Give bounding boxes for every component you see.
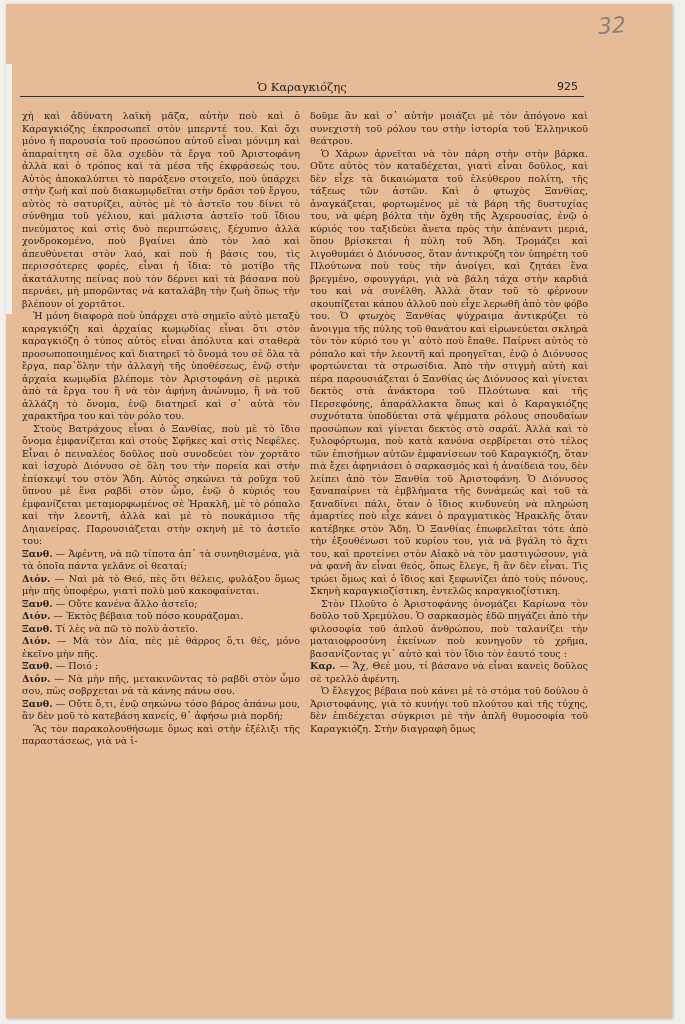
speaker-label: Διόν. [22,636,51,647]
paragraph: Ἡ μόνη διαφορὰ ποὺ ὑπάρχει στὸ σημεῖο αὐτὸ μεταξὺ καραγκιόζη καὶ ἀρχαίας κωμῳδίας εἶναι ὅτι στὸν καραγκιόζη ὁ τύπος αὐτὸς εἶναι ἀπόλυτα καὶ σταθερὰ προσωποποιημένος καὶ διατηρεῖ τὸ ὄνομά του σὲ ὅλα τὰ ἔργα, παρ᾽ὅλην τὴν ἀλλαγὴ τῆς ὑποθέσεως, ἐνῷ στὴν ἀρχαία κωμῳδία βλέπομε τὸν Ἀριστοφάνη σὲ μερικὰ ἀπὸ τὰ ἔργα του ἢ νὰ τὸν ἀφήνη ἀνώνυμο, ἢ νὰ τοῦ ἀλλάζη τὸ ὄνομα, ἐνῷ διατηρεῖ καὶ σ᾽ αὐτὰ τὸν χαρακτῆρα του καὶ τὸν ρόλο του. [22,311,300,422]
speaker-label: Ξανθ. [22,598,53,610]
dialogue-line [22,624,300,637]
dialogue-text: — Οὔτε ὅ,τι, ἐνῷ σηκώνω τόσο βάρος ἀπάνω μου, ἂν δὲν μοῦ τὸ κατεβάση κανείς, θ᾽ ἀφήσω μιὰ πορδή; [22,698,300,722]
dialogue-text: — Ναὶ μὰ τὸ Θεό, πὲς ὅτι θέλεις, φυλάξου ὅμως μὴν πῆς ὑποφέρω, γιατὶ πολὺ μοῦ κακοφαίνεται. [22,573,300,597]
dialogue-text: — Ἀφέντη, νὰ πῶ τίποτα ἀπ᾽ τὰ συνηθισμένα, γιὰ τὰ ὁποῖα πάντα γελᾶνε οἱ θεαταί; [22,548,300,572]
paragraph: Ὁ Χάρων ἀρνεῖται νὰ τὸν πάρη στὴν στὴν βάρκα. Οὔτε αὐτὸς τὸν καταδέχεται, γιατὶ εἶναι δοῦλος, καὶ δὲν εἶχε τὰ δικαιώματα τοῦ ἐλεύθερου πολίτη, τῆς τάξεως τῶν ἀστῶν. Καὶ ὁ φτωχὸς Ξανθίας, ἀναγκάζεται, φορτωμένος μὲ τὰ βάρη τῆς δυστυχίας του, νὰ φέρη βόλτα τὴν ὄχθη τῆς Ἀχερουσίας, ἐνῷ ὁ κύριός του ταξιδεύει ἄνετα πρὸς τὴν ἀπέναντι μεριά, ὅπου βρίσκεται ἡ πύλη τοῦ Ἅδη. Τρομάζει καὶ λιγοθυμάει ὁ Διόνυσος, ὅταν ἀντικρύζη τὸν ὑπηρέτη τοῦ Πλούτωνα ποὺ τοὺς τὴν ἀνοίγει, καὶ ζητάει ἕνα βρεγμένο, σφουγγάρι, γιὰ νὰ βάλη τάχα στὴν καρδιά του καὶ νὰ συνέλθη. Ἀλλὰ ὅταν τοῦ τὸ φέρνουν σκουπίζεται κάπου ἀλλοῦ ποὺ εἶχε λερωθῆ ἀπὸ τὸν φόβο του. Ὁ φτωχὸς Ξανθίας ψύχραιμα ἀντικρύζει τὸ ἄνοιγμα τῆς πύλης τοῦ θανάτου καὶ εἰρωνεύεται σκληρὰ τὸν τὸν κύριό του γι᾽ αὐτὸ ποὺ ἔπαθε. Παίρνει αὐτὸς τὸ ρόπαλο καὶ τὴν λεοντῆ καὶ προηγεῖται, ἐνῷ ὁ Διόνυσος φορτώνεται τὰ στρωσίδια. Ἀπὸ τὴν στιγμὴ αὐτὴ καὶ πέρα παρουσιάζεται ὁ Ξανθίας ὡς Διόνυσος καὶ γίνεται δεκτὸς στὰ ἀνάκτορα τοῦ Πλούτωνα καὶ τῆς Περσεφόνης, ἀπαράλλακτα ὅπως καὶ ὁ Καραγκιόζης συχνότατα ὑποδύεται στὰ ψέμματα ρόλους σπουδαίων προσώπων καὶ γίνεται δεκτὸς στὸ σαράϊ. Ἀλλὰ καὶ τὸ ξυλοφόρτωμα, ποὺ κατὰ κανόνα σερβίρεται στὸ τέλος τῶν ἐπισήμων αὐτῶν ἐμφανίσεων τοῦ Καραγκιόζη, ὅταν πιὰ ἔχει ἀφηνιάσει ὁ σαρκασμός καὶ ἡ ἀναίδειά του, δὲν λείπει ἀπὸ τὸν Ξανθία τοῦ Ἀριστοφάνη. Ὁ Διόνυσος ξαναπαίρνει τὰ ἐμβλήματα τῆς δυνάμεώς καὶ τοῦ τὰ ξαναδίνει πάλι, ὅταν ὁ ἴδιος κινδυνεύη νὰ πληρώση ἁμαρτίες ποὺ εἶχε κάνει ὁ πραγματικὸς Ἡρακλῆς ὅταν κατέβηκε στὸν Ἅδη. Ὁ Ξανθίας ἐπωφελεῖται τότε ἀπὸ τὴν ἐξουθένωσι τοῦ κυρίου του, γιὰ νὰ βγάλη τὸ ἄχτι του, καὶ προτείνει στὸν Αἰακὸ νὰ τὸν μαστιγώσουν, γιὰ νὰ φανῆ ἂν εἶναι θεός, ὅπως ἔλεγε, ἢ ἂν δὲν εἶναι. Τὶς τρώει ὅμως καὶ ὁ ἴδιος καὶ ξεφωνίζει ἀπὸ τοὺς πόνους. Σκηνὴ καραγκιοζίστικη, ἐντελῶς καραγκιοζίστικη. [310,148,588,597]
dialogue-line [22,599,300,612]
dialogue-line [22,549,300,574]
speaker-label: Διόν. [22,611,51,622]
dialogue-text: — Μὰ τὸν Δία, πὲς μὲ θάρρος ὅ,τι θές, μόνο ἐκεῖνο μὴν πῆς. [22,636,300,660]
speaker-label: Ξανθ. [22,698,53,710]
dialogue-line [22,574,300,599]
dialogue-text: — Ἄχ, Θεέ μου, τί βάσανο νὰ εἶναι κανεὶς δοῦλος σὲ τρελλὸ ἀφέντη. [310,661,588,685]
page-header [20,78,584,97]
paragraph: Στοὺς Βατράχους εἶναι ὁ Ξανθίας, ποὺ μὲ τὸ ἴδιο ὄνομα ἐμφανίζεται καὶ στοὺς Σφῆκες καὶ στὶς Νεφέλες. Εἶναι ὁ πειναλέος δοῦλος ποὺ συνοδεύει τὸν χορτᾶτο καὶ ἰσχυρὸ Διόνυσο σὲ ὅλη του τὴν πορεία καὶ στὴν ἐπίσκεψί του στὸν Ἅδη. Αὐτὸς σηκώνει τὰ ροῦχα τοῦ ὕπνου μὲ ἕνα ραβδὶ στὸν ὦμο, ἐνῷ ὁ κύριός του ἐμφανίζεται μεταμορφωμένος σὲ Ἡρακλῆ, μὲ τὸ ρόπαλο καὶ τὴν λεοντῆ, ἀλλὰ καὶ μὲ τὸ πουκάμισο τῆς Δηιανείρας. Παρουσιάζεται στὴν σκηνὴ μὲ τὸ ἀστεῖο του: [22,423,300,547]
paragraph: χὴ καὶ ἀδύνατη λαϊκὴ μᾶζα, αὐτὴν ποὺ καὶ ὁ Καραγκιόζης ἐκπροσωπεῖ στὸν μπερντέ του. Καὶ ὄχι μόνο ἡ παρουσία τοῦ προσώπου αὐτοῦ εἶναι μόνιμη καὶ ἀπαραίτητη σὲ ὅλα σχεδὸν τὰ ἔργα τοῦ Ἀριστοφάνη ἀλλὰ καὶ ὁ τρόπος καὶ τὰ μέσα τῆς ἐκφράσεώς του. Αὐτὸς ἀποκαλύπτει τὸ παράξενο στοιχεῖο, ποὺ ὑπάρχει στὴν ζωὴ καὶ ποὺ διακωμῳδεῖται στὴν δρᾶσι τοῦ ἔργου, αὐτὸς τὸ σατυρίζει, αὐτὸς μὲ τὸ ἀστεῖο του δίνει τὸ σύνθημα τοῦ γέλιου, καὶ μάλιστα ἀστεῖο τοῦ ἴδιου πνεύματος καὶ στὶς δυὸ περιπτώσεις, ξέχυπνο ἀλλὰ χονδροκομένο, ποὺ βγαίνει ἀπὸ τὸν λαὸ καὶ ἀπευθύνεται στὸν λαό, καὶ ποὺ ἡ βάσις του, τὶς περισσότερες φορές, εἶναι ἡ ἴδια: τὸ μοτίβο τῆς ἀκατάλυτης πείνας ποὺ τὸν δέρνει καὶ τὰ βάσανα ποὺ περνάει, μὴ μπορῶντας νὰ καταλάβη τὴν ζωὴ ὅπως τὴν βλέπουν οἱ χορτᾶτοι. [22,111,300,310]
page-number: 925 [557,80,578,93]
left-column [22,111,300,749]
paragraph: δοῦμε ἂν καὶ σ᾽ αὐτὴν μοιάζει μὲ τὸν ἀπόγονο καὶ συνεχιστὴ τοῦ ρόλου του στὴν ἱστορία τοῦ Ἑλληνικοῦ θεάτρου. [310,111,588,147]
speaker-label: Διόν. [22,673,51,685]
dialogue-text: — Ποιό ; [55,661,99,672]
paragraph: Στὸν Πλοῦτο ὁ Ἀριστοφάνης ὀνομάζει Καρίωνα τὸν δοῦλο τοῦ Χρεμύλου. Ὁ σαρκασμὸς ἐδῶ πηγάζει ἀπὸ τὴν φιλοσοφία τοῦ ἁπλοῦ ἀνθρώπου, ποὺ ταλανίζει τὴν ματαιοφροσύνη ἐκείνων ποὺ κυνηγοῦν τὸ χρῆμα, βασανίζοντας γι᾽ αὐτὸ καὶ τὸν ἴδιο τὸν ἑαυτό τους : [310,598,588,660]
dialogue-line [22,699,300,724]
torn-edge [6,64,12,314]
speaker-label: Ξανθ. [22,661,53,672]
speaker-label: Καρ. [310,661,336,672]
paragraph: Ἂς τὸν παρακολουθήσωμε ὅμως καὶ στὴν ἐξέλιξι τῆς παραστάσεως, γιὰ νὰ ἰ- [22,723,300,747]
dialogue-line [22,636,300,661]
right-column [310,111,588,736]
dialogue-text: Τί λὲς νὰ πῶ τὸ πολὺ ἀστεῖο. [55,623,199,635]
dialogue-text: — Νὰ μὴν πῆς, μετακινῶντας τὸ ραβδὶ στὸν ὦμο σου, πὼς σοβρχεται νὰ τὰ κάνης πάνω σου. [22,673,300,697]
dialogue-line [310,661,588,686]
dialogue-line [22,674,300,699]
speaker-label: Ξανθ. [22,623,53,635]
paper-page [6,4,672,1018]
running-title: Ὁ Καραγκιόζης [257,80,347,94]
dialogue-line [22,611,300,624]
speaker-label: Ξανθ. [22,548,53,560]
dialogue-text: — Οὔτε κανένα ἄλλο ἀστεῖο; [55,598,198,610]
speaker-label: Διόν. [22,573,51,585]
paragraph: Ὁ ἔλεγχος βέβαια ποὺ κάνει μὲ τὸ στόμα τοῦ δούλου ὁ Ἀριστοφάνης, γιὰ τὸ κυνήγι τοῦ πλούτου καὶ τῆς τύχης, δὲν ἐπιδέχεται σύγκρισι μὲ τὴν ἁπλῆ θυμοσοφία τοῦ Καραγκιόζη. Στὴν διαγραφὴ ὅμως [310,686,588,735]
dialogue-text: — Ἐκτὸς βέβαια τοῦ πόσο κουράζομαι. [53,611,244,622]
handwritten-page-number: 32 [597,13,627,40]
dialogue-line [22,661,300,674]
